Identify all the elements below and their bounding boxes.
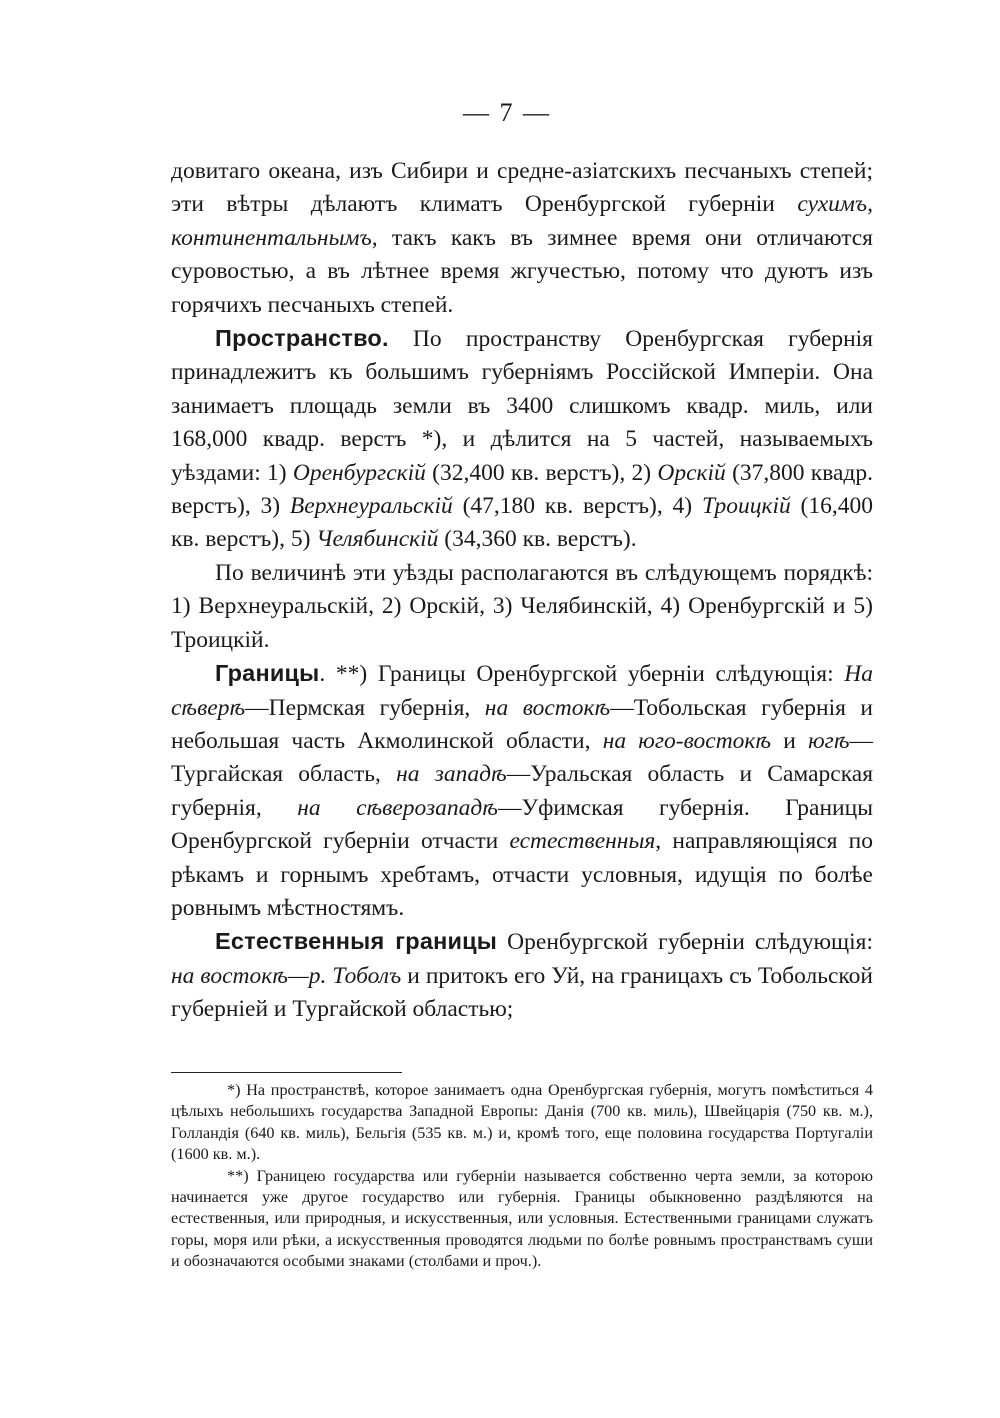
italic-run: На сѣверѣ: [171, 661, 873, 721]
page-number: — 7 —: [463, 98, 551, 127]
text-run: По величинѣ эти уѣзды располагаются въ слѣдующемъ порядкѣ: 1) Верхнеуральскій, 2) Орскій, 3) Челябинскій, 4) Оренбургскій и 5) Троицкій.: [171, 559, 873, 653]
text-run: —Пермская губернія,: [245, 694, 485, 721]
text-run: , направляющіяся по рѣкамъ и горнымъ хребтамъ, отчасти условныя, идущія по болѣе ровнымъ мѣстностямъ.: [171, 828, 873, 921]
italic-run: на западѣ: [396, 761, 507, 788]
italic-run: на юго-востокѣ: [602, 727, 772, 754]
italic-run: естественныя: [509, 828, 656, 855]
text-run: —Уральская область и Самарская губернія,: [171, 761, 874, 821]
paragraph-climate: [171, 155, 873, 322]
text-run: . **) Границы Оренбургской уберніи слѣдующія:: [319, 661, 845, 688]
italic-run: Троицкій: [701, 493, 791, 520]
text-run: (47,180 кв. верстъ), 4): [452, 493, 702, 520]
italic-run: Оренбургскій: [292, 459, 426, 486]
footnote-separator: [171, 1072, 402, 1073]
text-run: По пространству Оренбургская губернія принадлежитъ къ большимъ губерніямъ Россійской Имперіи. Она занимаетъ площадь земли въ 3400 слишкомъ квадр. миль, или 168,000 квадр. верстъ *), и дѣлится на 5 частей, называемыхъ уѣздами: 1): [171, 326, 873, 486]
text-run: —Тобольская губернія и небольшая часть Акмолинской области,: [171, 694, 874, 754]
footnotes: [171, 1080, 873, 1273]
text-run: (32,400 кв. верстъ), 2): [425, 459, 658, 486]
italic-run: Орскій: [657, 459, 726, 486]
text-run: —Тургайская область,: [171, 727, 874, 788]
paragraph-natural-borders: [171, 925, 873, 1026]
italic-run: на востокѣ: [484, 694, 611, 721]
text-run: и притокъ его Уй, на границахъ съ Тобольской губерніей и Тургайской областью;: [171, 962, 873, 1023]
italic-run: на востокѣ—р. Тоболъ: [171, 962, 402, 989]
footnote-1: *) На пространствѣ, которое занимаетъ одна Оренбургская губернія, могутъ помѣститься 4 цѣлыхъ небольшихъ государства Западной Европы: Данія (700 кв. миль), Швейцарія (750 кв. м.), Голландія (640 кв. миль), Бельгія (535 кв. м.) и, кромѣ того, еще половина государства Португаліи (1600 кв. м.).: [171, 1081, 873, 1164]
text-run: довитаго океана, изъ Сибири и средне-азіатскихъ песчаныхъ степей; эти вѣтры дѣлаютъ климатъ Оренбургской губерніи: [171, 158, 873, 218]
text-run: и: [771, 727, 809, 754]
footnote-2: **) Границею государства или губерніи называется собственно черта земли, за которою начинается уже другое государство или губернія. Границы обыкновенно раздѣляются на естественныя, или природныя, и искусственныя, или условныя. Естественными границами служатъ горы, моря или рѣки, а искусственныя проводятся людьми по болѣе ровнымъ пространствамъ суши и обозначаются особыми знаками (столбами и проч.).: [171, 1166, 873, 1271]
paragraph-borders: [171, 657, 873, 925]
text-run: (34,360 кв. верстъ).: [438, 526, 637, 553]
text-run: Оренбургской губерніи слѣдующія:: [497, 929, 874, 956]
italic-run: югѣ: [808, 727, 850, 754]
paragraph-area: [171, 322, 873, 557]
italic-run: Челябинскій: [316, 526, 439, 553]
text-run: (37,800 квадр. верстъ), 3): [171, 459, 873, 520]
section-heading-natural-borders: Естественныя границы: [215, 928, 498, 955]
italic-run: сухимъ, континентальнымъ,: [171, 191, 873, 251]
italic-run: на сѣверозападѣ: [297, 794, 498, 821]
text-run: такъ какъ въ зимнее время они отличаются суровостью, а въ лѣтнее время жгучестью, потому что дуютъ изъ горячихъ песчаныхъ степей.: [171, 224, 873, 318]
italic-run: Верхнеуральскій: [289, 493, 453, 520]
paragraph-ordering: [171, 557, 873, 657]
text-run: —Уфимская губернія. Границы Оренбургской губерніи отчасти: [171, 794, 873, 855]
section-heading-borders: Границы: [215, 660, 320, 687]
book-page: [74, 0, 940, 1418]
section-heading-area: Пространство.: [215, 325, 389, 352]
body-text: [171, 155, 873, 1027]
text-run: (16,400 кв. верстъ), 5): [171, 493, 874, 553]
